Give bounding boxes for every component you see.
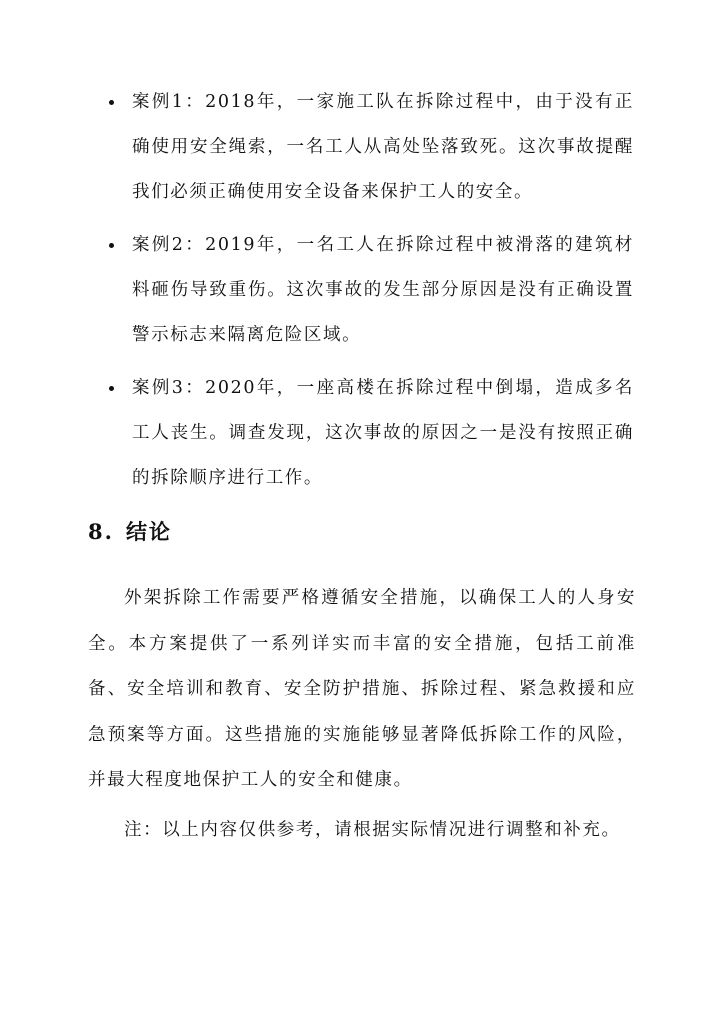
section-title: 结论 <box>125 519 172 544</box>
bullet-icon <box>109 243 114 248</box>
bullet-icon <box>109 100 114 105</box>
bullet-icon <box>109 386 114 391</box>
case-item-2 <box>104 223 634 358</box>
section-number: 8. <box>88 519 114 544</box>
case-text-1: 案例1：2018年，一家施工队在拆除过程中，由于没有正确使用安全绳索，一名工人从高处坠落致死。这次事故提醒我们必须正确使用安全设备来保护工人的安全。 <box>132 92 634 202</box>
case-text-2: 案例2：2019年，一名工人在拆除过程中被滑落的建筑材料砸伤导致重伤。这次事故的发生部分原因是没有正确设置警示标志来隔离危险区域。 <box>132 235 634 345</box>
case-item-3 <box>104 366 634 501</box>
note-paragraph: 注：以上内容仅供参考，请根据实际情况进行调整和补充。 <box>124 820 621 840</box>
case-text-3: 案例3：2020年，一座高楼在拆除过程中倒塌，造成多名工人丧生。调查发现，这次事故的原因之一是没有按照正确的拆除顺序进行工作。 <box>132 378 634 488</box>
section-heading <box>88 512 172 552</box>
accident-case-list <box>104 80 634 509</box>
case-item-1 <box>104 80 634 215</box>
conclusion-paragraph: 外架拆除工作需要严格遵循安全措施，以确保工人的人身安全。本方案提供了一系列详实而丰富的安全措施，包括工前准备、安全培训和教育、安全防护措施、拆除过程、紧急救援和应急预案等方面。这些措施的实施能够显著降低拆除工作的风险，并最大程度地保护工人的安全和健康。 <box>88 588 636 790</box>
